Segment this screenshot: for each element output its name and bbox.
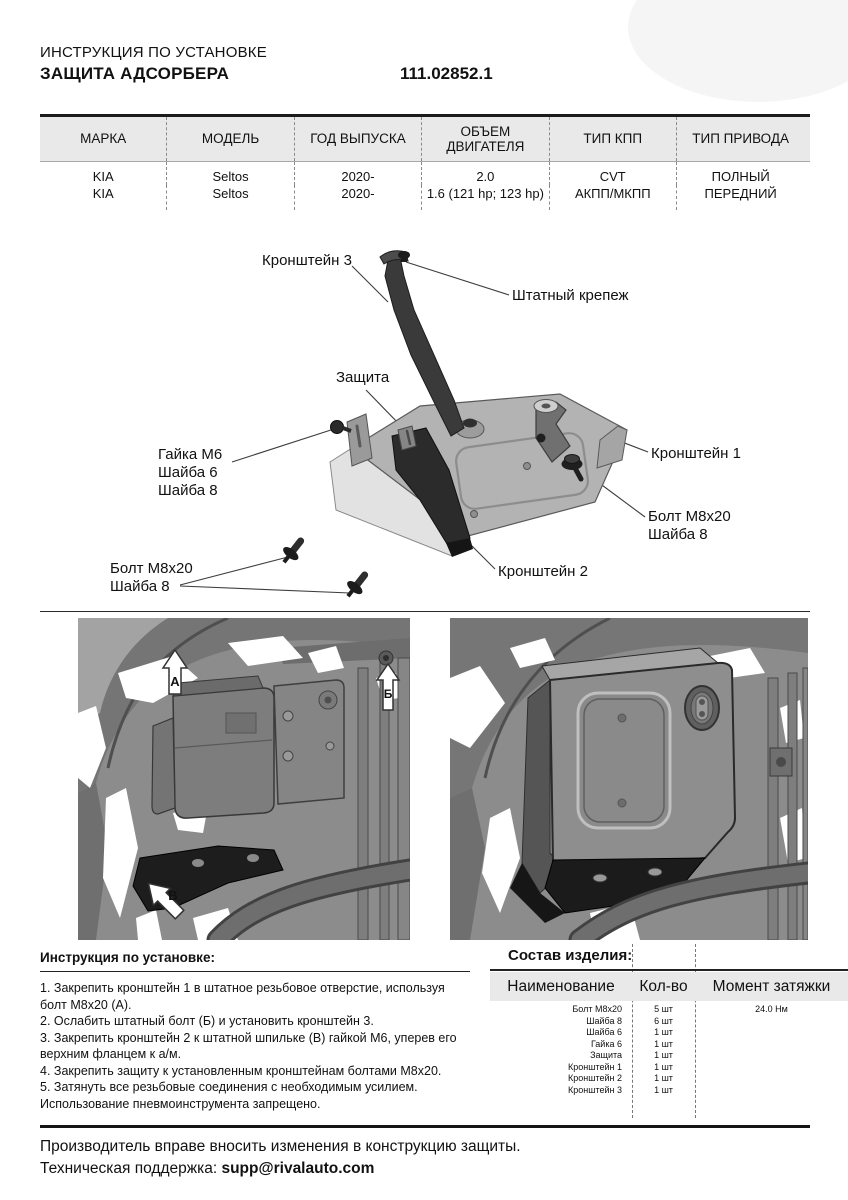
cell (695, 1073, 848, 1085)
cell: Болт М8х20 (572, 1004, 622, 1014)
col-header-model: МОДЕЛЬ (167, 117, 294, 161)
exploded-diagram (0, 200, 848, 612)
instruction-step: 3. Закрепить кронштейн 2 к штатной шпильке (В) гайкой М6, уперев его верхним фланцем к а/м. (40, 1030, 457, 1061)
cell: Шайба 8 (586, 1015, 622, 1026)
cell: CVT (550, 162, 677, 185)
fitment-table (40, 114, 810, 210)
table-row (490, 1050, 848, 1062)
col-header-name: Наименование (507, 977, 615, 995)
instruction-step: 2. Ослабить штатный болт (Б) и установить кронштейн 3. (40, 1014, 374, 1028)
table-row (490, 1039, 848, 1051)
col-header-torque: Момент затяжки (712, 977, 831, 995)
footer-disclaimer: Производитель вправе вносить изменения в конструкцию защиты. (40, 1138, 521, 1155)
cell: 1 шт (654, 1084, 673, 1095)
marker-b-letter: Б (383, 687, 393, 701)
table-row (490, 1062, 848, 1074)
shield-plate (330, 394, 627, 556)
parts-header-row (490, 972, 848, 1001)
label-line: Шайба 8 (110, 578, 170, 595)
col-header-gearbox: ТИП КПП (550, 117, 677, 161)
bolt-bottom-1 (277, 535, 308, 567)
label-shield: Защита (336, 369, 390, 386)
marker-v-letter: В (168, 888, 178, 903)
col-header-marka: МАРКА (40, 117, 167, 161)
footer-rule (40, 1125, 810, 1128)
cell (695, 1050, 848, 1062)
parts-rule (490, 969, 848, 971)
label-nut-group (158, 446, 222, 500)
bolt-bottom-2 (341, 569, 372, 601)
parts-body (490, 1004, 848, 1096)
cell: 1 шт (654, 1050, 673, 1060)
cell: Кронштейн 1 (568, 1061, 622, 1072)
cell: 6 шт (654, 1015, 673, 1026)
cell: 2020- (295, 162, 422, 185)
label-bracket1: Кронштейн 1 (651, 445, 741, 462)
table-row (490, 1004, 848, 1016)
col-header-year: ГОД ВЫПУСКА (295, 117, 422, 161)
table-row (490, 1073, 848, 1085)
label-line: Шайба 8 (648, 526, 708, 543)
cell: Seltos (167, 162, 294, 185)
label-line: Шайба 8 (158, 482, 218, 499)
cell: KIA (40, 185, 167, 210)
instructions-rule (40, 971, 470, 972)
product-title: ЗАЩИТА АДСОРБЕРА (40, 64, 230, 83)
table-row (490, 1027, 848, 1039)
table-row (40, 162, 810, 185)
instructions-steps (40, 980, 474, 1112)
cell: АКПП/МКПП (550, 185, 677, 210)
cell: Кронштейн 2 (568, 1073, 622, 1083)
label-line: Болт М8х20 (110, 560, 193, 577)
label-factory-fastener: Штатный крепеж (512, 287, 629, 304)
cell: 1 шт (654, 1061, 673, 1072)
cell (695, 1016, 848, 1028)
col-header-engine: ОБЪЕМ ДВИГАТЕЛЯ (422, 117, 549, 161)
cell: 1 шт (654, 1038, 673, 1049)
cell: Кронштейн 3 (568, 1084, 622, 1095)
col-header-qty: Кол-во (639, 977, 688, 995)
label-bracket2: Кронштейн 2 (498, 563, 588, 580)
instructions-heading: Инструкция по установке: (40, 950, 215, 965)
cell: 2020- (295, 185, 422, 210)
cell: Шайба 6 (586, 1027, 622, 1037)
instruction-step: Использование пневмоинструмента запрещено. (40, 1096, 321, 1111)
cell (695, 1039, 848, 1051)
instruction-step: 4. Закрепить защиту к установленным кронштейнам болтами М8х20. (40, 1063, 442, 1078)
support-label: Техническая поддержка: (40, 1160, 218, 1177)
col-header-drive: ТИП ПРИВОДА (692, 131, 790, 147)
footer-support (40, 1160, 374, 1178)
part-number: 111.02852.1 (400, 64, 493, 83)
doc-type-title: ИНСТРУКЦИЯ ПО УСТАНОВКЕ (40, 44, 267, 61)
cell: 1 шт (654, 1027, 673, 1037)
scan-artifact (628, 0, 848, 102)
label-bracket3: Кронштейн 3 (262, 252, 352, 269)
installation-photo-shield (450, 618, 808, 940)
label-bolt-left (110, 560, 193, 596)
parts-heading: Состав изделия: (508, 947, 633, 964)
cell (695, 1062, 848, 1074)
cell: 24.0 Нм (755, 1004, 788, 1014)
cell: Защита (590, 1050, 622, 1060)
cell: KIA (40, 162, 167, 185)
label-line: Гайка М6 (158, 446, 223, 463)
cell: 2.0 (422, 162, 549, 185)
fitment-header-row (40, 117, 810, 162)
label-line: Шайба 6 (158, 464, 218, 481)
label-line: Болт М8х20 (648, 508, 731, 525)
support-email: supp@rivalauto.com (221, 1160, 375, 1177)
cell: ПОЛНЫЙ (711, 169, 770, 184)
instruction-step: 5. Затянуть все резьбовые соединения с необходимым усилием. (40, 1080, 418, 1094)
section-divider (40, 611, 810, 612)
cell (695, 1085, 848, 1097)
instruction-step: 1. Закрепить кронштейн 1 в штатное резьбовое отверстие, используя болт М8х20 (А). (40, 981, 445, 1012)
cell: 1 шт (654, 1073, 673, 1083)
cell: 1.6 (121 hp; 123 hp) (422, 185, 549, 210)
cell (695, 1027, 848, 1039)
table-row (490, 1016, 848, 1028)
table-row (490, 1085, 848, 1097)
cell: 5 шт (654, 1004, 673, 1014)
cell: Seltos (167, 185, 294, 210)
marker-a-letter: А (170, 674, 180, 689)
cell: ПЕРЕДНИЙ (704, 186, 777, 201)
cell: Гайка 6 (590, 1038, 622, 1049)
mount-plate (274, 680, 344, 804)
installation-photo-brackets (78, 618, 410, 940)
label-bolt-right (648, 508, 731, 544)
